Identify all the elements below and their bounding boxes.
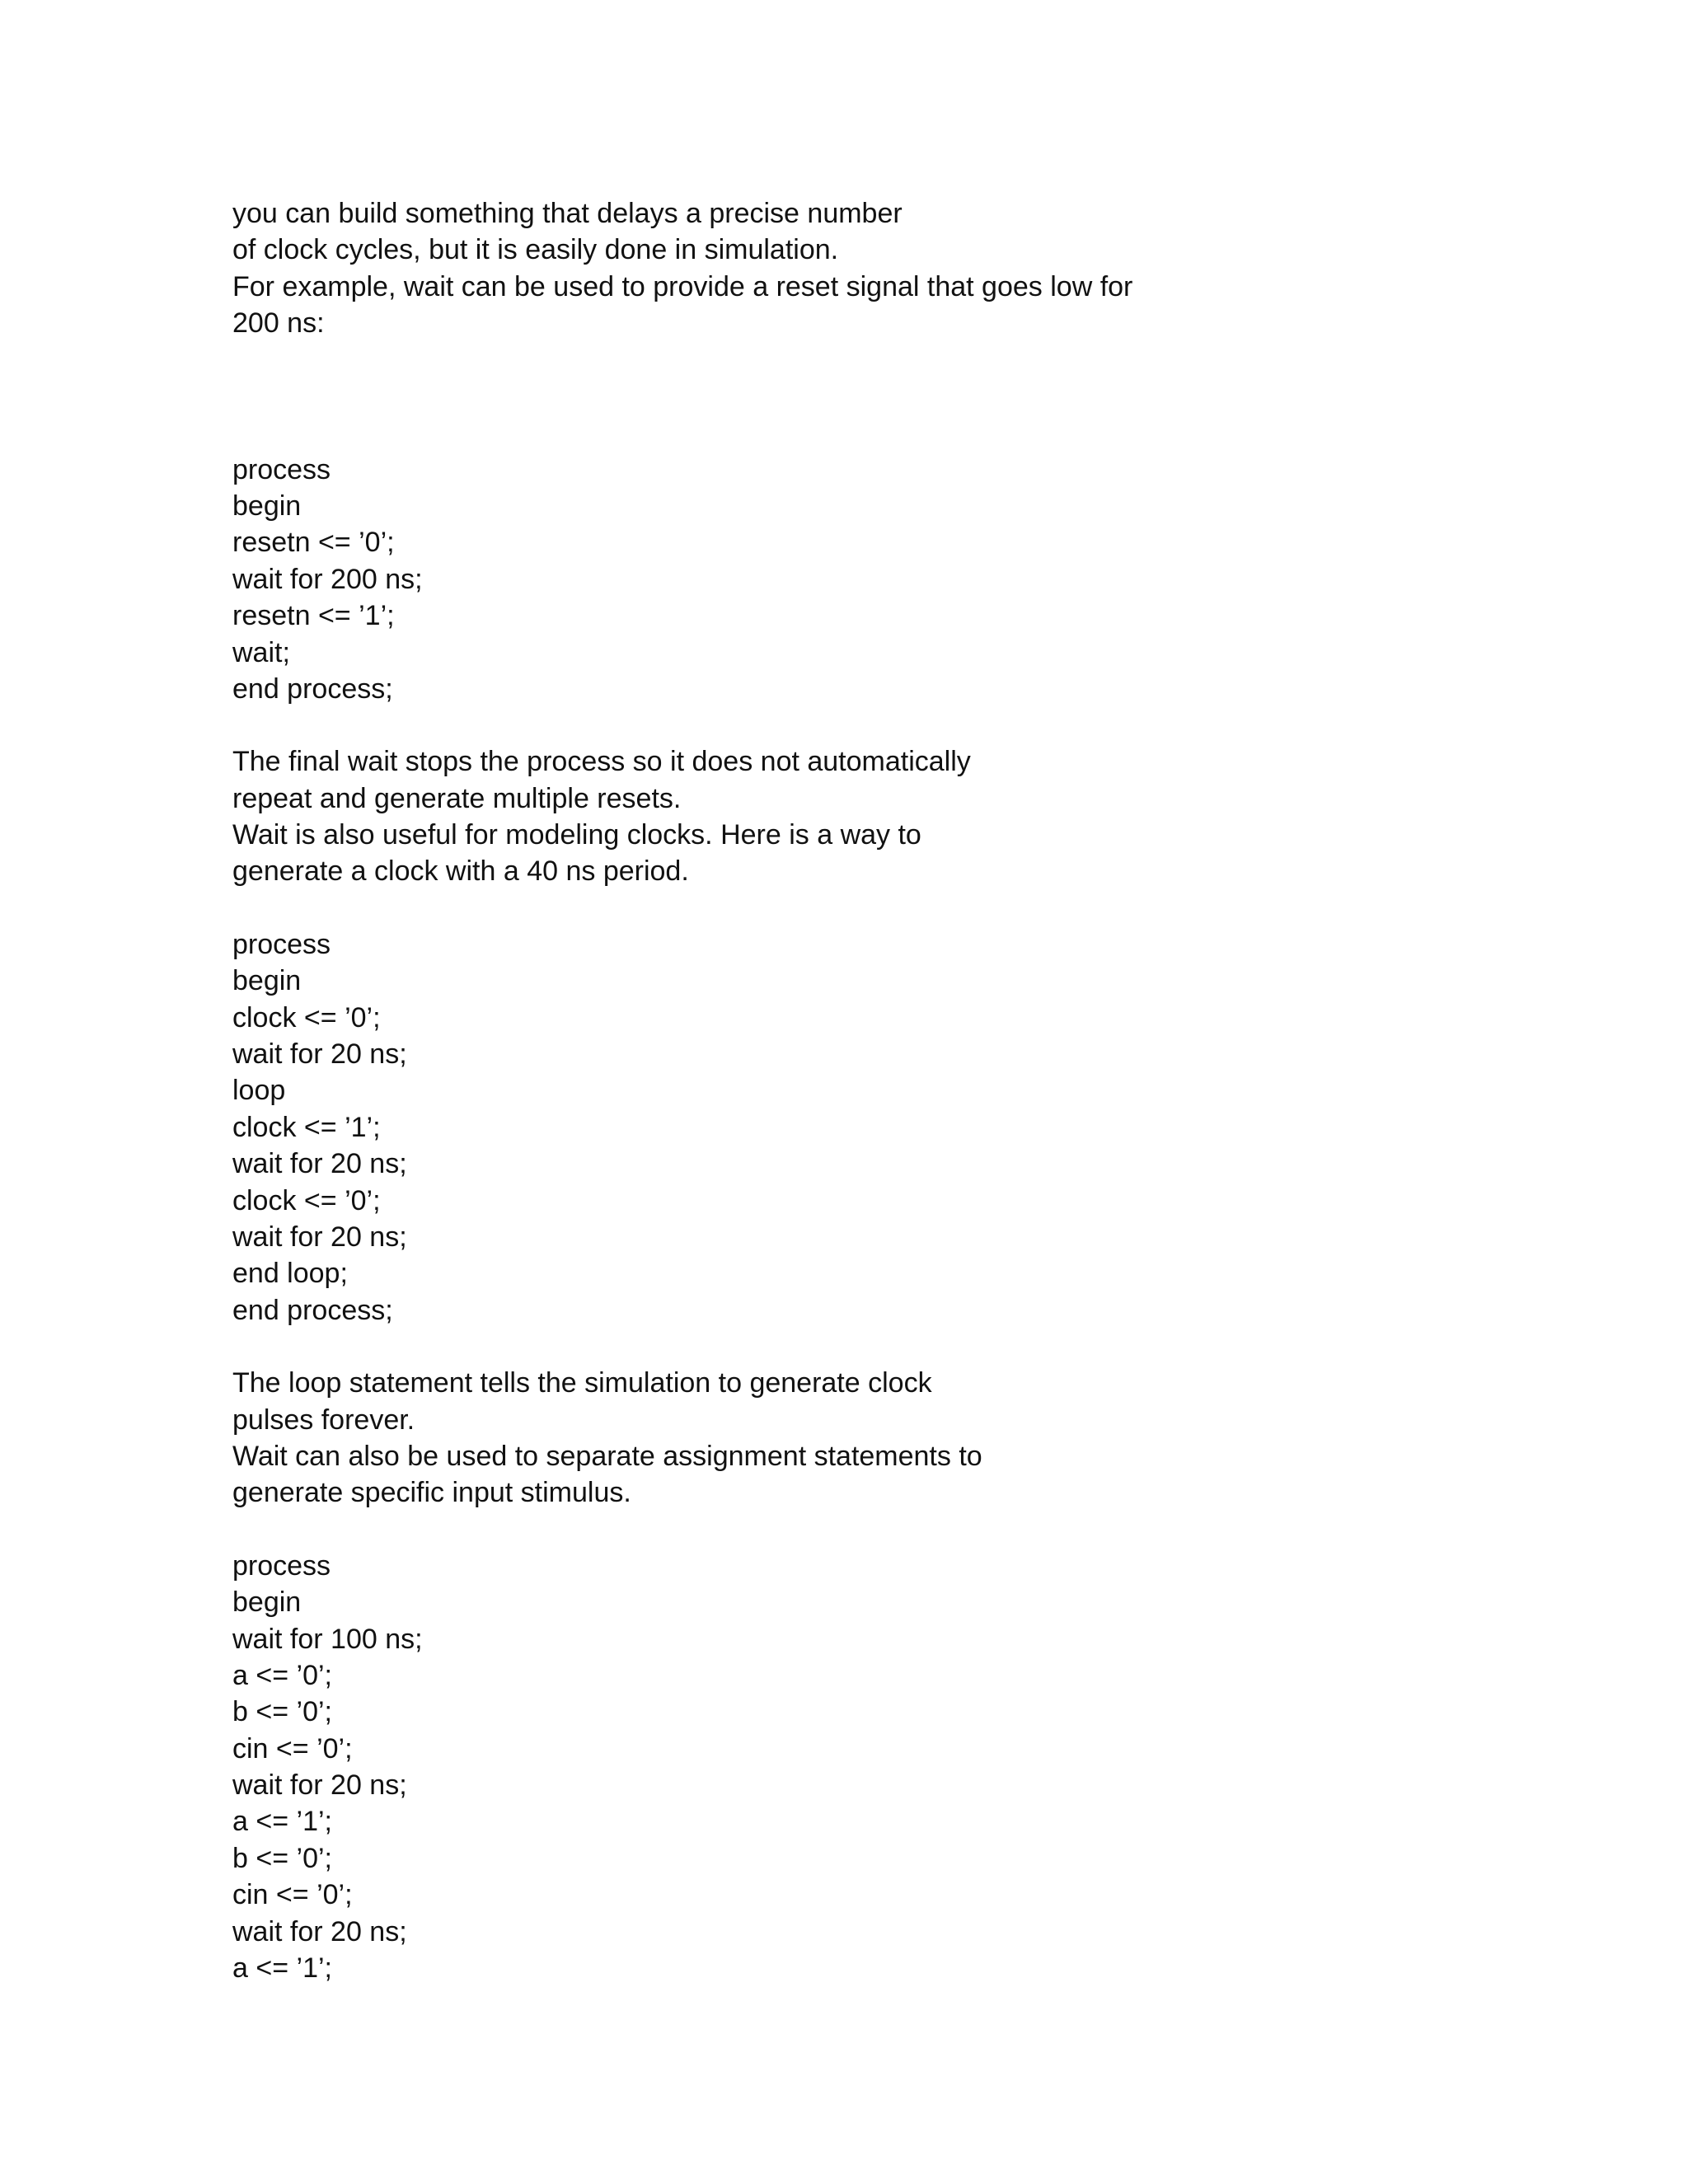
code-line: process: [232, 928, 331, 960]
code-line: cin <= ’0’;: [232, 1879, 353, 1911]
text-line: generate specific input stimulus.: [232, 1477, 631, 1509]
text-line: of clock cycles, but it is easily done in simulation.: [232, 234, 839, 266]
text-line: Wait can also be used to separate assignment statements to: [232, 1440, 982, 1472]
code-line: clock <= ’0’;: [232, 1184, 381, 1216]
code-line: cin <= ’0’;: [232, 1732, 353, 1765]
spacer: [232, 1329, 1469, 1365]
code-line: begin: [232, 490, 302, 522]
text-line: pulses forever.: [232, 1404, 415, 1436]
code-line: wait for 20 ns;: [232, 1148, 407, 1180]
code-line: a <= ’1’;: [232, 1952, 332, 1985]
code-line: loop: [232, 1075, 286, 1107]
code-line: wait for 100 ns;: [232, 1623, 423, 1655]
intro-paragraph: [232, 195, 1469, 342]
code-line: a <= ’1’;: [232, 1806, 332, 1838]
text-line: generate a clock with a 40 ns period.: [232, 855, 689, 888]
code-line: process: [232, 1549, 331, 1582]
code-block-stimulus: [232, 1548, 1469, 1987]
text-line: repeat and generate multiple resets.: [232, 782, 682, 814]
code-line: resetn <= ’0’;: [232, 527, 395, 559]
code-line: wait;: [232, 636, 290, 668]
code-line: begin: [232, 1586, 302, 1619]
paragraph-loop: [232, 1365, 1469, 1511]
code-line: end process;: [232, 1294, 393, 1326]
document-body: [232, 195, 1469, 1986]
paragraph-final-wait: [232, 743, 1469, 890]
code-line: process: [232, 453, 331, 485]
text-line: you can build something that delays a precise number: [232, 198, 903, 229]
text-line: The loop statement tells the simulation to generate clock: [232, 1367, 932, 1399]
spacer: [232, 1511, 1469, 1548]
code-line: end loop;: [232, 1258, 348, 1290]
code-line: wait for 200 ns;: [232, 563, 423, 595]
code-line: clock <= ’0’;: [232, 1001, 381, 1033]
text-line: 200 ns:: [232, 307, 325, 340]
code-line: wait for 20 ns;: [232, 1915, 407, 1947]
text-line: Wait is also useful for modeling clocks. Here is a way to: [232, 819, 921, 851]
code-line: b <= ’0’;: [232, 1842, 332, 1874]
code-line: begin: [232, 965, 302, 997]
code-block-clock: [232, 926, 1469, 1329]
text-line: The final wait stops the process so it does not automatically: [232, 746, 971, 778]
code-line: wait for 20 ns;: [232, 1221, 407, 1253]
text-line: For example, wait can be used to provide a reset signal that goes low for: [232, 270, 1133, 302]
code-line: end process;: [232, 673, 393, 705]
code-line: wait for 20 ns;: [232, 1769, 407, 1802]
code-line: clock <= ’1’;: [232, 1111, 381, 1143]
spacer: [232, 890, 1469, 926]
code-block-reset: [232, 452, 1469, 708]
code-line: b <= ’0’;: [232, 1696, 332, 1728]
code-line: a <= ’0’;: [232, 1659, 332, 1691]
code-line: resetn <= ’1’;: [232, 600, 395, 632]
spacer: [232, 342, 1469, 452]
code-line: wait for 20 ns;: [232, 1038, 407, 1071]
spacer: [232, 707, 1469, 743]
